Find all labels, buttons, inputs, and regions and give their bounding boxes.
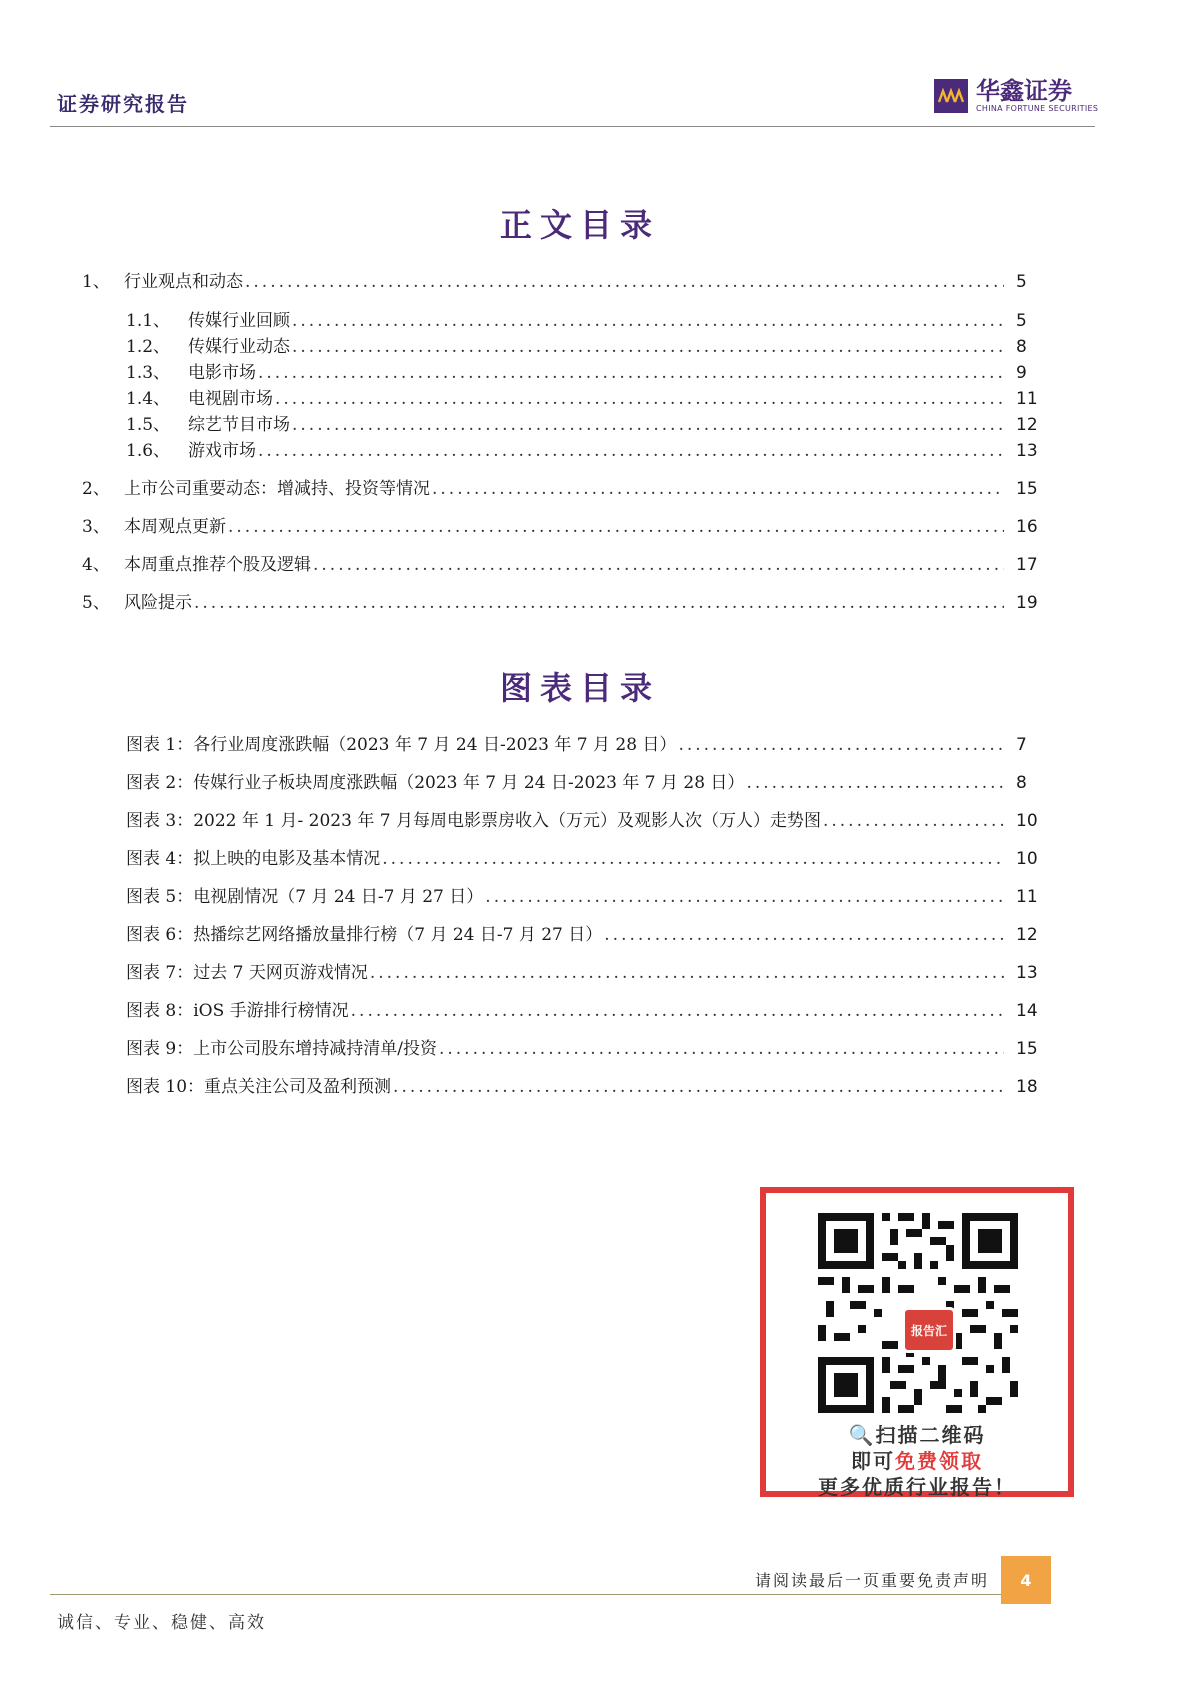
toc-entry-number: 4、: [82, 555, 110, 575]
toc-leader-dots: [258, 441, 1004, 461]
toc-entry[interactable]: [126, 358, 1042, 382]
magnifier-icon: 🔍: [848, 1423, 876, 1447]
figure-entry-page: 7: [1016, 735, 1027, 755]
toc-leader-dots: [393, 1077, 1004, 1097]
toc-entry-label: 风险提示: [124, 593, 192, 613]
toc-entry[interactable]: [82, 588, 1042, 612]
toc-entry[interactable]: [126, 306, 1042, 330]
toc-leader-dots: [245, 272, 1004, 292]
page-number: 4: [1001, 1556, 1051, 1604]
toc-entry[interactable]: [126, 332, 1042, 356]
toc-entry-page: 5: [1016, 272, 1027, 292]
toc-leader-dots: [275, 389, 1004, 409]
toc-entry[interactable]: [126, 410, 1042, 434]
toc-leader-dots: [228, 517, 1004, 537]
figure-entry[interactable]: [126, 882, 1042, 906]
promo-line-1: 🔍扫描二维码: [848, 1423, 986, 1447]
qr-promo-box[interactable]: [760, 1187, 1074, 1497]
figure-entry-label: 图表 4：拟上映的电影及基本情况: [126, 849, 381, 869]
logo-mark-icon: [934, 79, 968, 113]
report-type-label: 证券研究报告: [57, 92, 189, 116]
figure-entry-page: 14: [1016, 1001, 1038, 1021]
figure-entry[interactable]: [126, 1072, 1042, 1096]
toc-entry-number: 1、: [82, 272, 110, 292]
toc-entry-page: 17: [1016, 555, 1038, 575]
toc-leader-dots: [746, 773, 1004, 793]
toc-entry-label: 本周重点推荐个股及逻辑: [124, 555, 311, 575]
toc-entry-page: 13: [1016, 441, 1038, 461]
toc-entry-page: 19: [1016, 593, 1038, 613]
toc-entry-label: 游戏市场: [188, 441, 256, 461]
logo-cn-text: 华鑫证券: [976, 77, 1072, 105]
figure-entry-page: 13: [1016, 963, 1038, 983]
toc-entry[interactable]: [126, 384, 1042, 408]
toc-entry-number: 1.2、: [126, 337, 171, 357]
toc-entry-number: 1.4、: [126, 389, 171, 409]
toc-leader-dots: [823, 811, 1004, 831]
figure-entry-page: 12: [1016, 925, 1038, 945]
figures-title: 图表目录: [499, 669, 660, 707]
toc-entry-number: 1.3、: [126, 363, 171, 383]
toc-entry[interactable]: [82, 474, 1042, 498]
toc-entry-number: 5、: [82, 593, 110, 613]
figure-entry-label: 图表 5：电视剧情况（7 月 24 日-7 月 27 日）: [126, 887, 484, 907]
promo-line-2: 即可免费领取: [851, 1449, 983, 1473]
toc-entry-page: 16: [1016, 517, 1038, 537]
figure-entry[interactable]: [126, 844, 1042, 868]
toc-entry-number: 1.6、: [126, 441, 171, 461]
logo-en-text: CHINA FORTUNE SECURITIES: [976, 104, 1099, 113]
figure-entry[interactable]: [126, 806, 1042, 830]
figure-entry[interactable]: [126, 996, 1042, 1020]
figure-entry[interactable]: [126, 768, 1042, 792]
toc-entry-label: 传媒行业回顾: [188, 311, 290, 331]
toc-leader-dots: [432, 479, 1004, 499]
toc-entry-page: 12: [1016, 415, 1038, 435]
toc-leader-dots: [604, 925, 1004, 945]
toc-leader-dots: [313, 555, 1004, 575]
figure-entry-label: 图表 6：热播综艺网络播放量排行榜（7 月 24 日-7 月 27 日）: [126, 925, 603, 945]
company-logo: [934, 78, 1098, 113]
figure-entry[interactable]: [126, 958, 1042, 982]
toc-entry-label: 电视剧市场: [188, 389, 273, 409]
toc-entry-number: 1.5、: [126, 415, 171, 435]
toc-entry-page: 11: [1016, 389, 1038, 409]
toc-leader-dots: [292, 337, 1004, 357]
header-divider: [50, 126, 1095, 127]
toc-entry-page: 5: [1016, 311, 1027, 331]
toc-entry-number: 1.1、: [126, 311, 171, 331]
figure-entry-label: 图表 10：重点关注公司及盈利预测: [126, 1077, 392, 1097]
toc-leader-dots: [351, 1001, 1004, 1021]
figure-entry-page: 8: [1016, 773, 1027, 793]
figure-entry-page: 10: [1016, 811, 1038, 831]
qr-center-badge: 报告汇: [902, 1307, 956, 1353]
toc-entry-label: 传媒行业动态: [188, 337, 290, 357]
toc-entry[interactable]: [126, 436, 1042, 460]
toc-entry-page: 15: [1016, 479, 1038, 499]
footer-slogan: 诚信、专业、稳健、高效: [57, 1613, 266, 1633]
toc-entry-label: 电影市场: [188, 363, 256, 383]
toc-leader-dots: [485, 887, 1004, 907]
promo-line-3: 更多优质行业报告！: [818, 1475, 1016, 1499]
toc-entry-label: 行业观点和动态: [124, 272, 243, 292]
toc-leader-dots: [382, 849, 1004, 869]
toc-entry[interactable]: [82, 267, 1042, 291]
toc-entry[interactable]: [82, 512, 1042, 536]
figure-entry[interactable]: [126, 920, 1042, 944]
toc-entry-label: 本周观点更新: [124, 517, 226, 537]
figure-entry-page: 10: [1016, 849, 1038, 869]
toc-leader-dots: [370, 963, 1004, 983]
toc-leader-dots: [194, 593, 1004, 613]
figure-entry-label: 图表 9：上市公司股东增持减持清单/投资: [126, 1039, 437, 1059]
figure-entry-label: 图表 7：过去 7 天网页游戏情况: [126, 963, 368, 983]
toc-entry[interactable]: [82, 550, 1042, 574]
toc-title: 正文目录: [499, 206, 660, 244]
disclaimer-note: 请阅读最后一页重要免责声明: [755, 1571, 990, 1590]
toc-leader-dots: [439, 1039, 1004, 1059]
toc-leader-dots: [258, 363, 1004, 383]
figure-entry-label: 图表 1：各行业周度涨跌幅（2023 年 7 月 24 日-2023 年 7 月 28 日）: [126, 735, 677, 755]
toc-entry-label: 综艺节目市场: [188, 415, 290, 435]
toc-entry-number: 2、: [82, 479, 110, 499]
figure-entry-label: 图表 3：2022 年 1 月- 2023 年 7 月每周电影票房收入（万元）及观影人次（万人）走势图: [126, 811, 821, 831]
figure-entry-page: 15: [1016, 1039, 1038, 1059]
toc-entry-label: 上市公司重要动态：增减持、投资等情况: [124, 479, 430, 499]
footer-divider: [50, 1594, 1040, 1595]
figure-entry-page: 18: [1016, 1077, 1038, 1097]
figure-entry[interactable]: [126, 1034, 1042, 1058]
figure-entry-page: 11: [1016, 887, 1038, 907]
toc-leader-dots: [292, 311, 1004, 331]
toc-entry-page: 9: [1016, 363, 1027, 383]
figure-entry[interactable]: [126, 730, 1042, 754]
toc-leader-dots: [678, 735, 1004, 755]
toc-leader-dots: [292, 415, 1004, 435]
toc-entry-page: 8: [1016, 337, 1027, 357]
figure-entry-label: 图表 2：传媒行业子板块周度涨跌幅（2023 年 7 月 24 日-2023 年 7 月 28 日）: [126, 773, 745, 793]
figure-entry-label: 图表 8：iOS 手游排行榜情况: [126, 1001, 349, 1021]
toc-entry-number: 3、: [82, 517, 110, 537]
